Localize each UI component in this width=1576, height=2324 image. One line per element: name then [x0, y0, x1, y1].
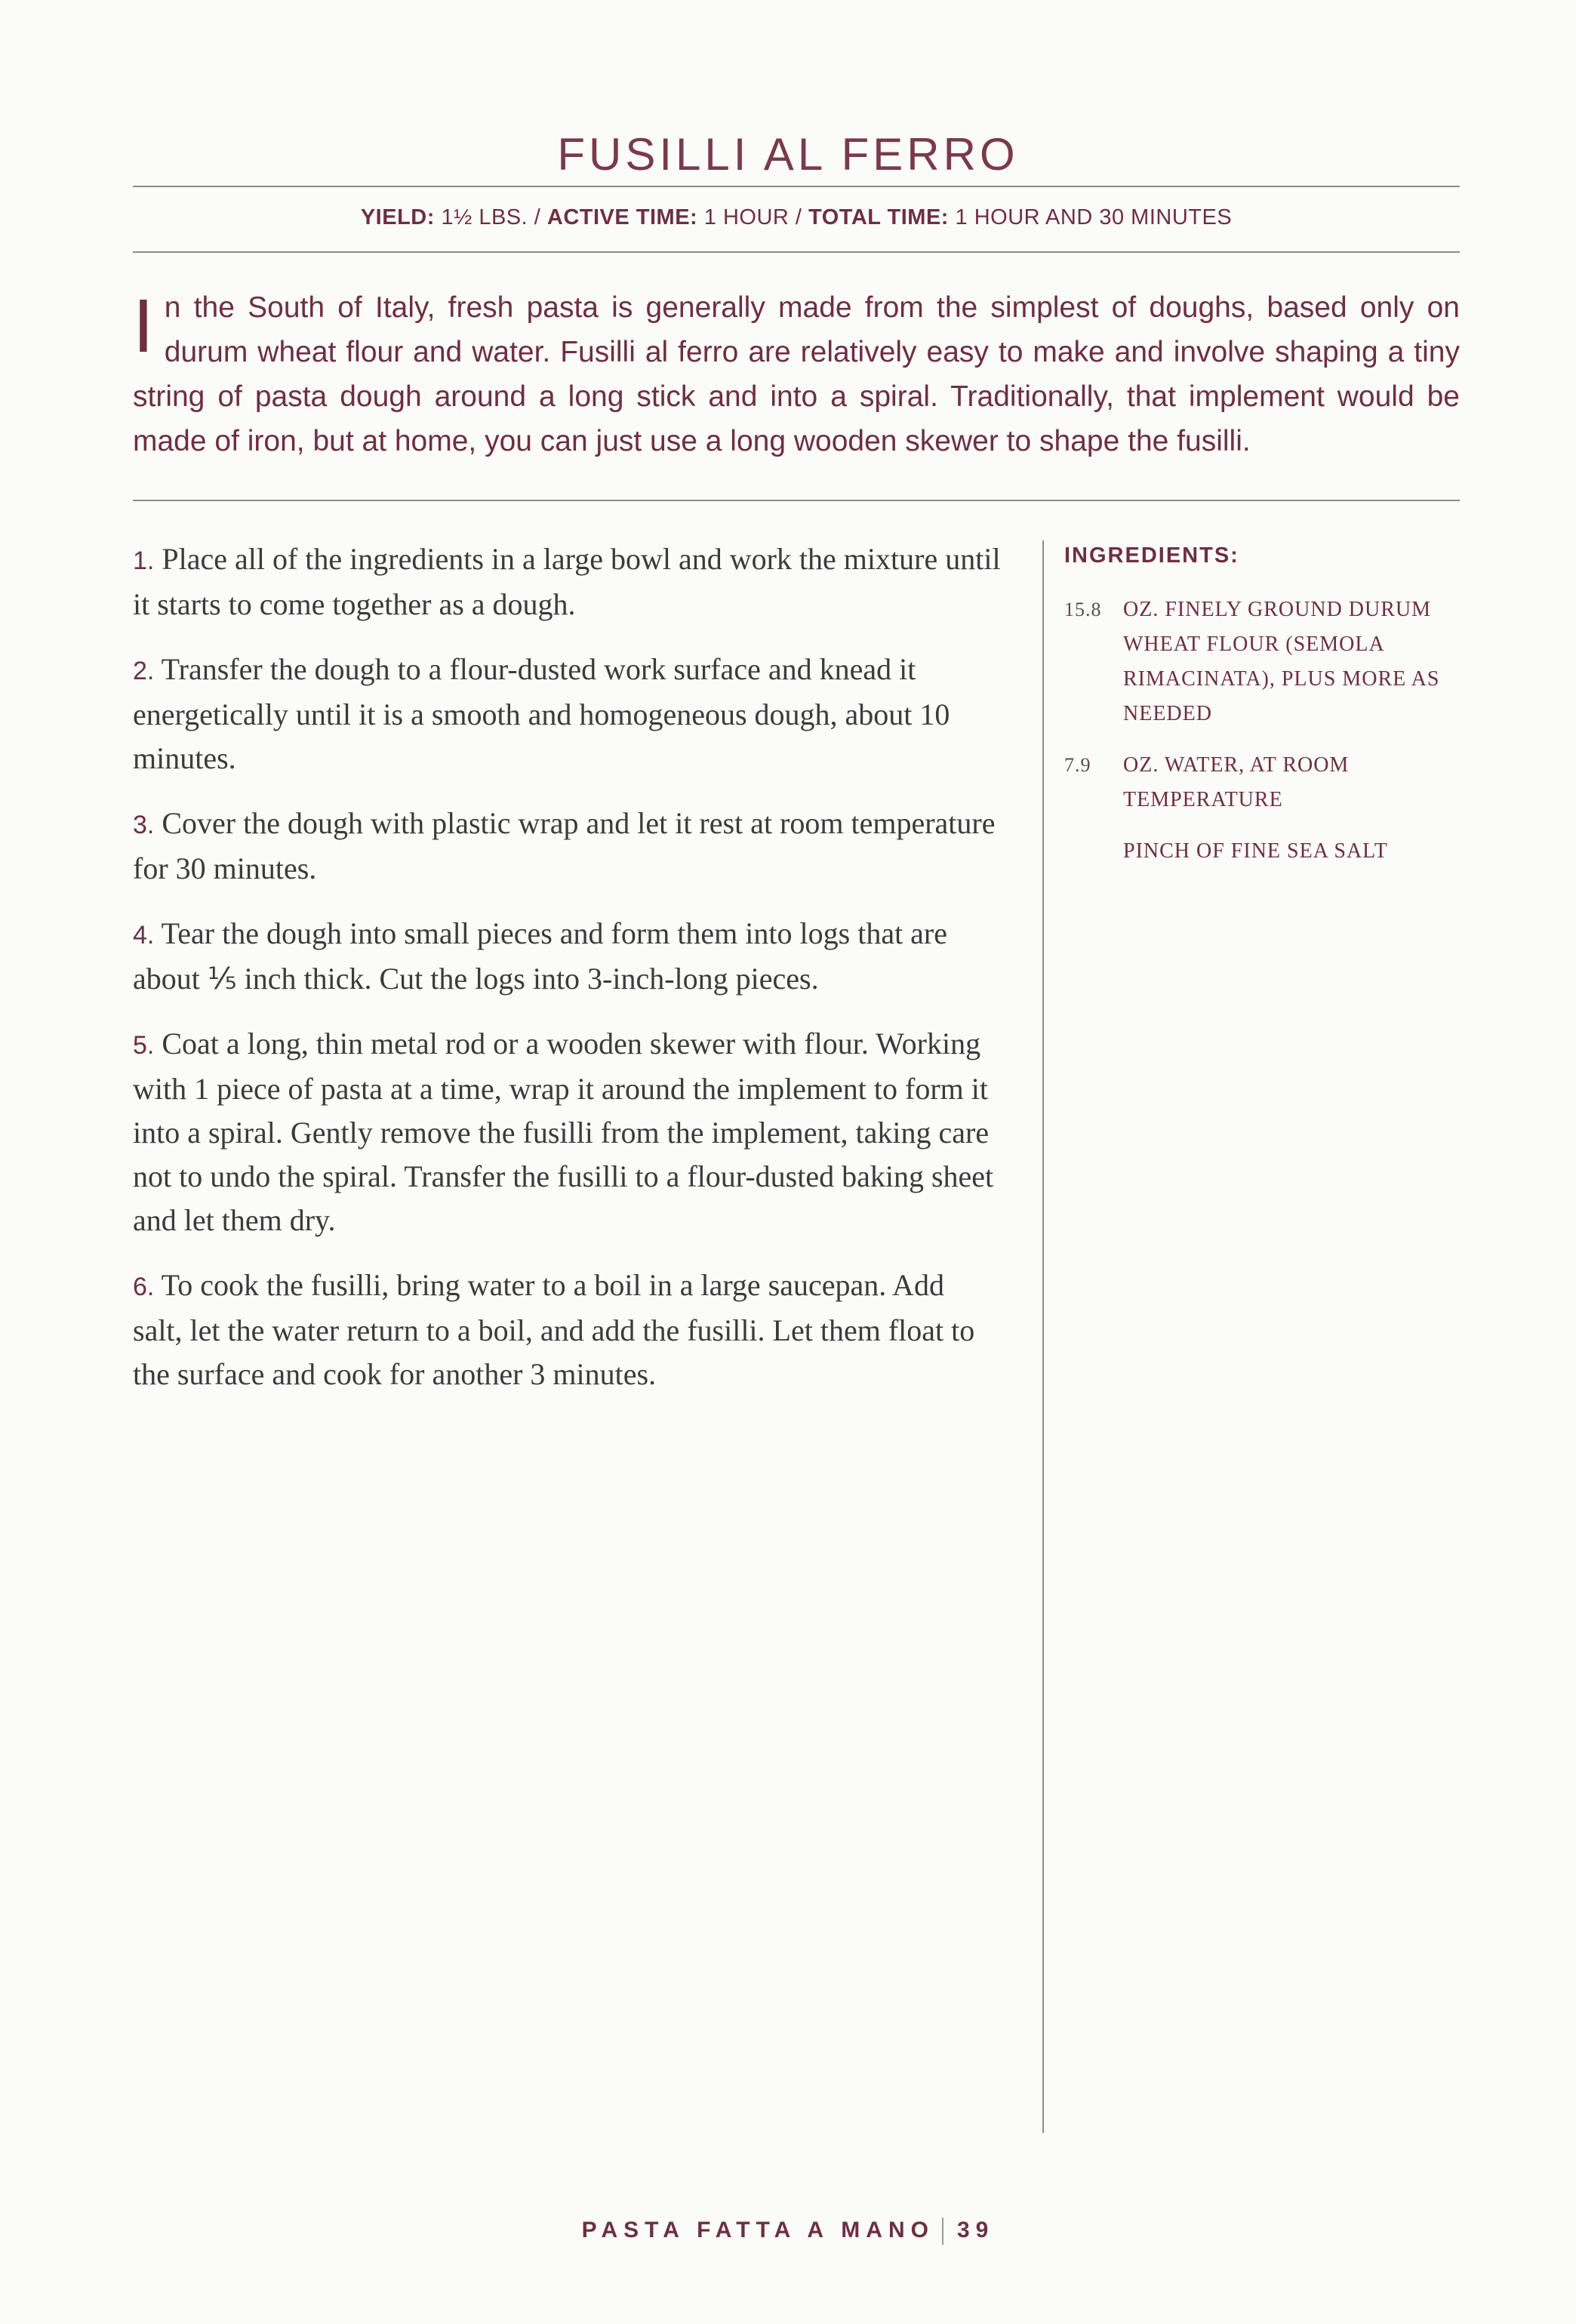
ingredient-description: PINCH OF FINE SEA SALT — [1123, 839, 1388, 863]
step-number: 6. — [133, 1273, 155, 1301]
step-number: 2. — [133, 657, 155, 685]
ingredient-item — [1064, 834, 1487, 869]
step-number: 3. — [133, 811, 155, 839]
ingredient-quantity: 15.8 — [1064, 599, 1102, 620]
page-number: 39 — [956, 2218, 995, 2242]
method-step — [133, 802, 1001, 891]
page-footer — [0, 2218, 1576, 2245]
step-text: Cover the dough with plastic wrap and let it rest at room temperature for 30 minutes. — [133, 806, 996, 885]
total-time-value: 1 HOUR AND 30 MINUTES — [955, 205, 1233, 229]
drop-cap: I — [133, 284, 154, 368]
ingredient-description: OZ. FINELY GROUND DURUM WHEAT FLOUR (SEMOLA RIMACINATA), PLUS MORE AS NEEDED — [1123, 598, 1440, 725]
step-text: Place all of the ingredients in a large bowl and work the mixture until it starts to come together as a dough. — [133, 542, 1001, 621]
method-step — [133, 537, 1001, 626]
yield-value: 1½ LBS. / — [441, 205, 541, 229]
ingredients-list — [1064, 593, 1487, 885]
top-divider — [133, 186, 1460, 187]
active-time-label: ACTIVE TIME: — [546, 205, 698, 229]
step-text: To cook the fusilli, bring water to a boil in a large saucepan. Add salt, let the water return to a boil, and add the fusilli. Let them float to the surface and cook for another 3 minutes. — [133, 1268, 975, 1391]
method-step — [133, 1264, 1001, 1396]
method-steps — [133, 537, 1001, 1417]
step-text: Tear the dough into small pieces and form them into logs that are about ⅕ inch thick. Cut the logs into 3-inch-long pieces. — [133, 916, 948, 996]
ingredient-quantity: 7.9 — [1064, 754, 1091, 776]
step-number: 5. — [133, 1031, 155, 1060]
step-number: 1. — [133, 546, 155, 575]
ingredient-description: OZ. WATER, AT ROOM TEMPERATURE — [1123, 753, 1350, 811]
step-number: 4. — [133, 921, 155, 950]
step-text: Coat a long, thin metal rod or a wooden skewer with flour. Working with 1 piece of pasta at a time, wrap it around the implement to form it into a spiral. Gently remove the fusilli from the implement, taking care not to undo the spiral. Transfer the fusilli to a flour-dusted baking sheet and let them dry. — [133, 1027, 994, 1237]
ingredients-heading: INGREDIENTS: — [1064, 543, 1239, 568]
method-step — [133, 648, 1001, 780]
method-step — [133, 1022, 1001, 1242]
footer-separator — [942, 2218, 943, 2245]
total-time-label: TOTAL TIME: — [808, 205, 949, 229]
column-divider — [1042, 540, 1044, 2133]
yield-label: YIELD: — [360, 205, 435, 229]
ingredient-item — [1064, 593, 1487, 731]
active-time-value: 1 HOUR / — [703, 205, 802, 229]
recipe-intro — [133, 285, 1460, 463]
book-title: PASTA FATTA A MANO — [581, 2218, 934, 2242]
ingredient-quantity — [1064, 834, 1123, 869]
intro-text: n the South of Italy, fresh pasta is generally made from the simplest of doughs, based only on durum wheat flour and water. Fusilli al ferro are relatively easy to make and involve shaping a tiny string of pasta dough around a long stick and into a spiral. Traditionally, that implement would be made of iron, but at home, you can just use a long wooden skewer to shape the fusilli. — [133, 291, 1460, 457]
ingredient-item — [1064, 748, 1487, 817]
recipe-title: FUSILLI AL FERRO — [557, 129, 1019, 180]
step-text: Transfer the dough to a flour-dusted work surface and knead it energetically until it is a smooth and homogeneous dough, about 10 minutes. — [133, 652, 950, 775]
intro-divider — [133, 500, 1460, 501]
meta-divider — [133, 251, 1460, 253]
recipe-meta — [133, 205, 1460, 230]
method-step — [133, 912, 1001, 1001]
